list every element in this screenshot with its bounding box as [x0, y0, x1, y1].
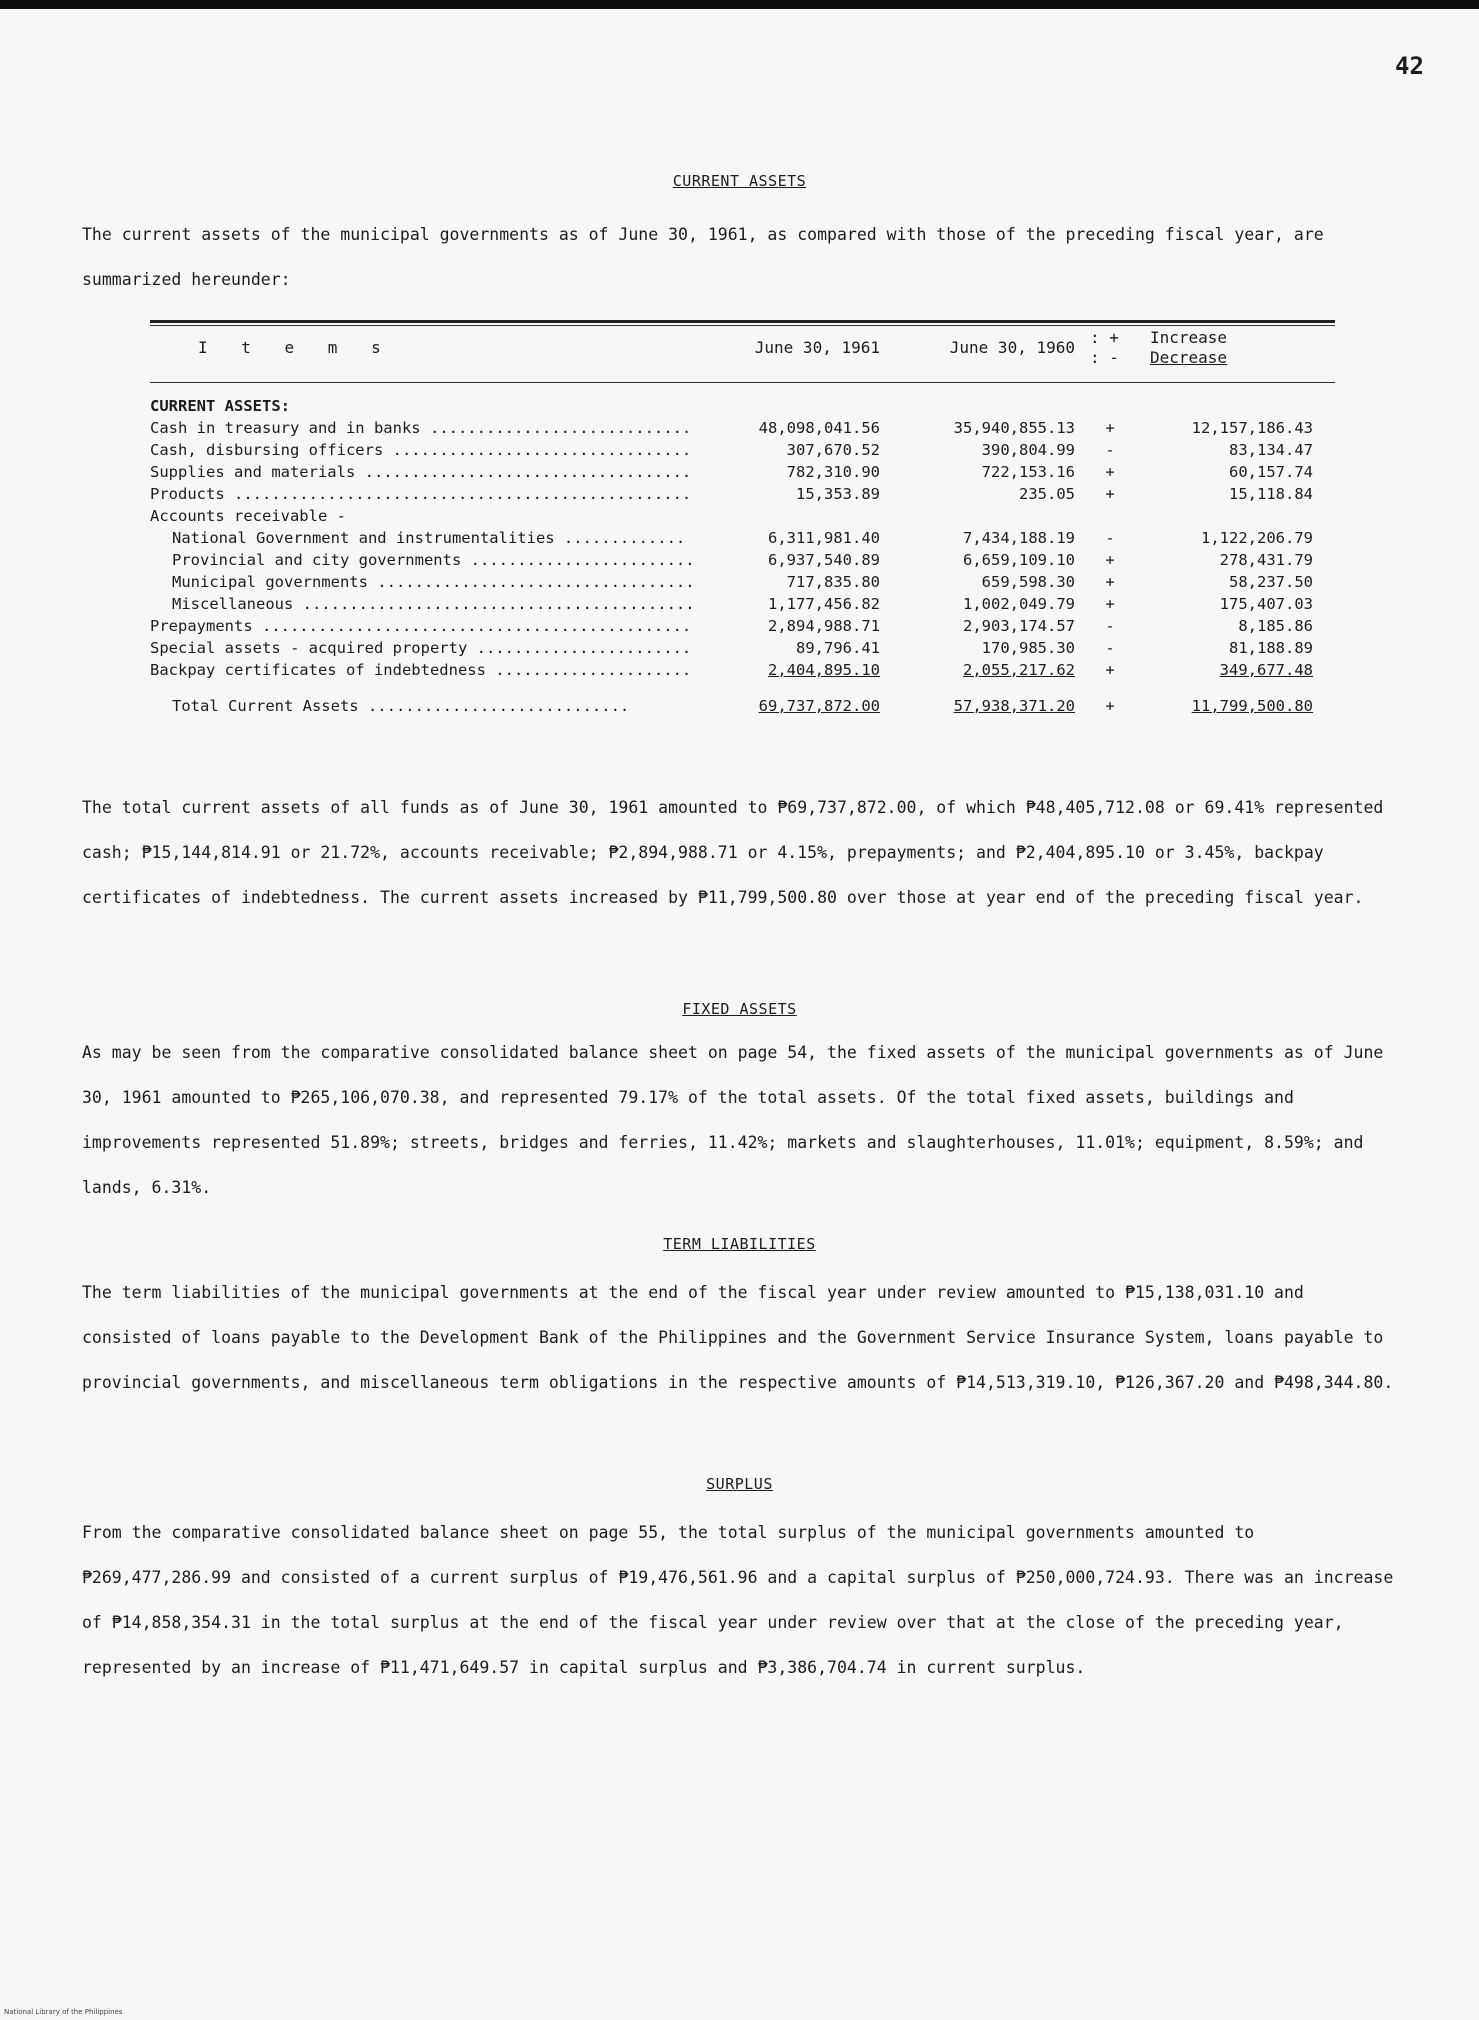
row-change: 175,407.03 — [1219, 595, 1313, 613]
row-sign: + — [1105, 573, 1115, 591]
row-1960: 235.05 — [1019, 485, 1075, 503]
row-1960: 390,804.99 — [981, 441, 1075, 459]
header-decrease: Decrease — [1150, 348, 1228, 367]
row-1960: 722,153.16 — [981, 463, 1075, 481]
row-1961: 2,404,895.10 — [768, 661, 880, 679]
row-1960: 170,985.30 — [981, 639, 1075, 657]
heading-term-liabilities: TERM LIABILITIES — [663, 1235, 816, 1253]
heading-fixed-assets: FIXED ASSETS — [682, 1000, 797, 1018]
section-label-row — [150, 395, 1335, 417]
row-1961: 6,311,981.40 — [768, 529, 880, 547]
row-1961: 307,670.52 — [786, 441, 880, 459]
row-1961: 89,796.41 — [796, 639, 880, 657]
term-liabilities-body: The term liabilities of the municipal governments at the end of the fiscal year under review amounted to ₱15,138,031.10 and consisted of loans payable to the Development Bank of the Philippines and the Government Service Insurance System, loans payable to provincial governments, and miscellaneous term obligations in the respective amounts of ₱14,513,319.10, ₱126,367.20 and ₱498,344.80. — [82, 1283, 1394, 1392]
total-1961: 69,737,872.00 — [758, 697, 880, 715]
row-change: 8,185.86 — [1238, 617, 1313, 635]
row-sign: + — [1105, 485, 1115, 503]
table-row — [150, 549, 1335, 571]
row-label: Cash, disbursing officers ................................ — [150, 441, 692, 459]
row-1961: 6,937,540.89 — [768, 551, 880, 569]
row-sign: - — [1105, 441, 1115, 459]
table-row — [150, 527, 1335, 549]
table-row — [150, 439, 1335, 461]
row-label: Special assets - acquired property ....................... — [150, 639, 692, 657]
row-1960: 659,598.30 — [981, 573, 1075, 591]
total-1960: 57,938,371.20 — [953, 697, 1075, 715]
receivable-label: Accounts receivable - — [150, 507, 346, 525]
table-header — [150, 326, 1335, 380]
header-change — [1150, 328, 1310, 368]
fixed-assets-body: As may be seen from the comparative consolidated balance sheet on page 54, the fixed assets of the municipal governments as of June 30, 1961 amounted to ₱265,106,070.38, and represented 79.17% of the total assets. Of the total fixed assets, buildings and improvements represented 51.89%; streets, bridges and ferries, 11.42%; markets and slaughterhouses, 11.01%; equipment, 8.59%; and lands, 6.31%. — [82, 1043, 1384, 1197]
total-row — [150, 695, 1335, 717]
section-label: CURRENT ASSETS: — [150, 397, 290, 415]
total-label: Total Current Assets ............................ — [172, 697, 630, 715]
row-1960: 6,659,109.10 — [963, 551, 1075, 569]
row-1961: 2,894,988.71 — [768, 617, 880, 635]
row-change: 58,237.50 — [1229, 573, 1313, 591]
row-sign: + — [1105, 661, 1115, 679]
row-1960: 7,434,188.19 — [963, 529, 1075, 547]
top-border — [0, 0, 1479, 9]
row-label: Miscellaneous .......................................... — [172, 595, 695, 613]
table-row — [150, 483, 1335, 505]
header-sign — [1090, 328, 1130, 368]
page-number: 42 — [1395, 52, 1424, 80]
row-1961: 1,177,456.82 — [768, 595, 880, 613]
table-row — [150, 461, 1335, 483]
row-label: Prepayments .............................................. — [150, 617, 692, 635]
row-label: Supplies and materials ................................... — [150, 463, 692, 481]
table-top-rule — [150, 320, 1335, 323]
row-1961: 717,835.80 — [786, 573, 880, 591]
table-row — [150, 659, 1335, 681]
header-sign-minus: : - — [1090, 348, 1119, 367]
library-footer: National Library of the Philippines — [4, 2008, 123, 2016]
row-1960: 35,940,855.13 — [953, 419, 1075, 437]
table-row — [150, 637, 1335, 659]
heading-surplus: SURPLUS — [706, 1475, 773, 1493]
row-change: 278,431.79 — [1219, 551, 1313, 569]
current-assets-intro: The current assets of the municipal governments as of June 30, 1961, as compared with those of the preceding fiscal year, are summarized hereunder: — [82, 225, 1324, 289]
receivable-label-row — [150, 505, 1335, 527]
table-row — [150, 593, 1335, 615]
table-row — [150, 417, 1335, 439]
surplus-body: From the comparative consolidated balance sheet on page 55, the total surplus of the municipal governments amounted to ₱269,477,286.99 and consisted of a current surplus of ₱19,476,561.96 and a capital surplus of ₱250,000,724.93. There was an increase of ₱14,858,354.31 in the total surplus at the end of the fiscal year under review over that at the close of the preceding year, represented by an increase of ₱11,471,649.57 in capital surplus and ₱3,386,704.74 in current surplus. — [82, 1523, 1394, 1677]
total-sign: + — [1105, 697, 1115, 715]
row-change: 349,677.48 — [1219, 661, 1313, 679]
row-label: Provincial and city governments ........................ — [172, 551, 695, 569]
row-sign: - — [1105, 529, 1115, 547]
row-change: 60,157.74 — [1229, 463, 1313, 481]
row-sign: + — [1105, 551, 1115, 569]
row-label: Backpay certificates of indebtedness ..................... — [150, 661, 692, 679]
header-sign-plus: : + — [1090, 328, 1119, 347]
row-sign: + — [1105, 419, 1115, 437]
row-1960: 2,055,217.62 — [963, 661, 1075, 679]
row-change: 83,134.47 — [1229, 441, 1313, 459]
row-1960: 2,903,174.57 — [963, 617, 1075, 635]
row-change: 1,122,206.79 — [1201, 529, 1313, 547]
header-june-1961: June 30, 1961 — [754, 338, 880, 357]
total-change: 11,799,500.80 — [1191, 697, 1313, 715]
row-sign: + — [1105, 463, 1115, 481]
table-row — [150, 571, 1335, 593]
row-1961: 48,098,041.56 — [758, 419, 880, 437]
row-change: 15,118.84 — [1229, 485, 1313, 503]
table-row — [150, 615, 1335, 637]
row-1961: 15,353.89 — [796, 485, 880, 503]
table-header-rule — [150, 382, 1335, 383]
row-sign: + — [1105, 595, 1115, 613]
header-june-1960: June 30, 1960 — [949, 338, 1075, 357]
row-label: Products ................................................. — [150, 485, 692, 503]
current-assets-summary: The total current assets of all funds as of June 30, 1961 amounted to ₱69,737,872.00, of which ₱48,405,712.08 or 69.41% represented cash; ₱15,144,814.91 or 21.72%, accounts receivable; ₱2,894,988.71 or 4.15%, prepayments; and ₱2,404,895.10 or 3.45%, backpay certificates of indebtedness. The current assets increased by ₱11,799,500.80 over those at year end of the preceding fiscal year. — [82, 798, 1384, 907]
row-label: Cash in treasury and in banks ............................ — [150, 419, 692, 437]
header-increase: Increase — [1150, 328, 1228, 347]
row-1960: 1,002,049.79 — [963, 595, 1075, 613]
row-1961: 782,310.90 — [786, 463, 880, 481]
table-body — [150, 395, 1335, 717]
row-sign: - — [1105, 639, 1115, 657]
row-change: 12,157,186.43 — [1191, 419, 1313, 437]
row-sign: - — [1105, 617, 1115, 635]
header-items: I t e m s — [198, 338, 393, 357]
row-label: Municipal governments .................................. — [172, 573, 695, 591]
row-label: National Government and instrumentalities ............. — [172, 529, 686, 547]
current-assets-table — [150, 320, 1335, 717]
heading-current-assets: CURRENT ASSETS — [672, 172, 807, 190]
row-change: 81,188.89 — [1229, 639, 1313, 657]
